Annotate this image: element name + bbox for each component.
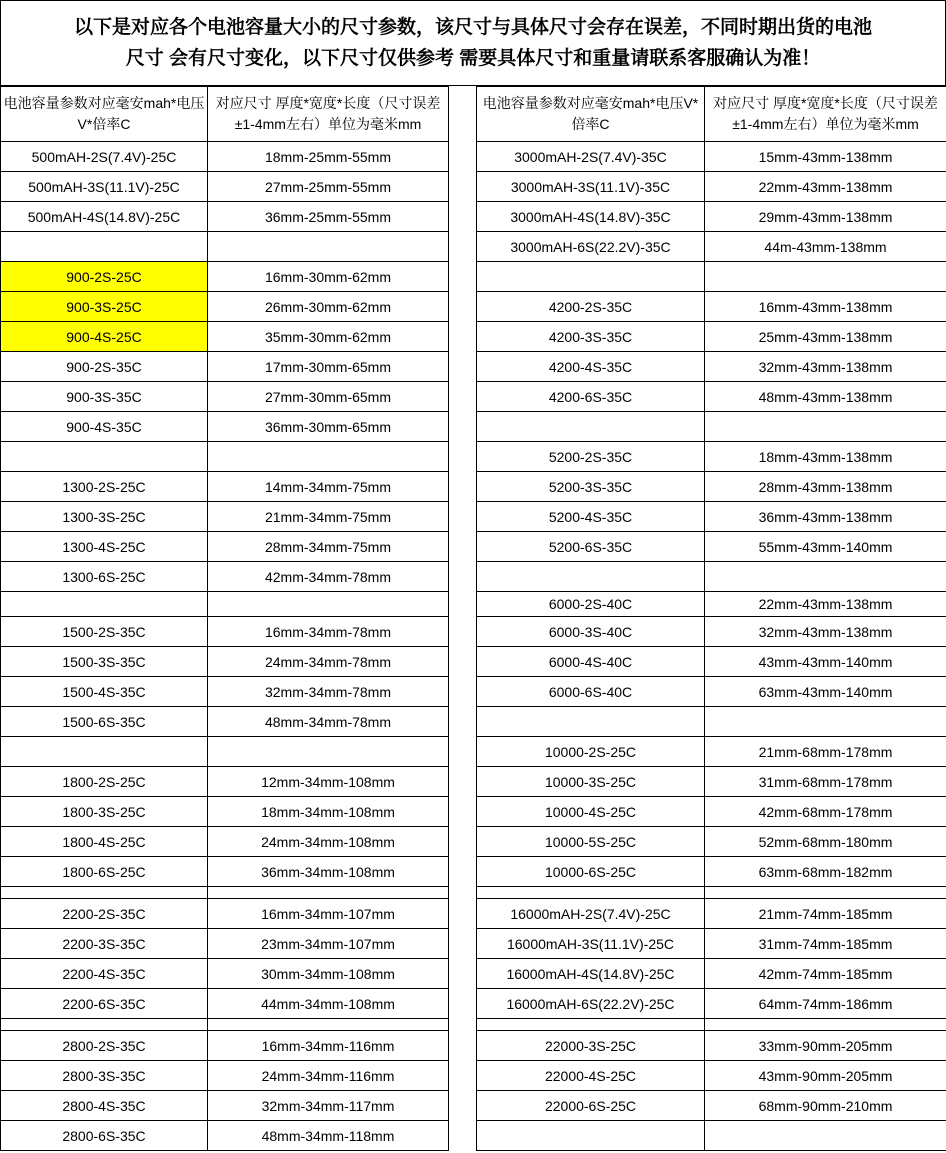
left-size-cell: 21mm-34mm-75mm (208, 502, 449, 532)
left-spec-cell: 2800-6S-35C (1, 1121, 208, 1151)
left-size-cell (208, 442, 449, 472)
table-row (1, 1061, 946, 1091)
table-row (1, 647, 946, 677)
table-row (1, 262, 946, 292)
header-left-size: 对应尺寸 厚度*宽度*长度（尺寸误差±1-4mm左右）单位为毫米mm (208, 87, 449, 142)
right-size-cell: 21mm-68mm-178mm (705, 737, 946, 767)
table-row (1, 1031, 946, 1061)
column-gap (449, 262, 477, 292)
right-spec-cell: 6000-6S-40C (477, 677, 705, 707)
left-spec-cell (1, 1019, 208, 1031)
column-gap (449, 232, 477, 262)
left-spec-cell: 2200-6S-35C (1, 989, 208, 1019)
column-gap (449, 989, 477, 1019)
table-row (1, 232, 946, 262)
left-size-cell: 24mm-34mm-108mm (208, 827, 449, 857)
table-row (1, 989, 946, 1019)
notice-line-1: 以下是对应各个电池容量大小的尺寸参数，该尺寸与具体尺寸会存在误差，不同时期出货的电池 (73, 17, 872, 38)
table-row (1, 797, 946, 827)
table-row (1, 857, 946, 887)
column-gap (449, 1091, 477, 1121)
right-spec-cell: 16000mAH-4S(14.8V)-25C (477, 959, 705, 989)
right-spec-cell (477, 1121, 705, 1151)
table-row (1, 292, 946, 322)
column-gap (449, 562, 477, 592)
left-spec-cell: 2800-3S-35C (1, 1061, 208, 1091)
table-row (1, 142, 946, 172)
left-spec-cell: 1300-3S-25C (1, 502, 208, 532)
right-size-cell: 63mm-68mm-182mm (705, 857, 946, 887)
table-row (1, 322, 946, 352)
table-row (1, 899, 946, 929)
right-size-cell: 25mm-43mm-138mm (705, 322, 946, 352)
column-gap (449, 737, 477, 767)
right-spec-cell: 4200-3S-35C (477, 322, 705, 352)
left-size-cell: 42mm-34mm-78mm (208, 562, 449, 592)
table-row (1, 562, 946, 592)
notice-banner (0, 0, 946, 86)
right-spec-cell (477, 562, 705, 592)
right-size-cell (705, 887, 946, 899)
right-spec-cell: 5200-2S-35C (477, 442, 705, 472)
left-size-cell: 44mm-34mm-108mm (208, 989, 449, 1019)
right-size-cell: 52mm-68mm-180mm (705, 827, 946, 857)
right-size-cell: 33mm-90mm-205mm (705, 1031, 946, 1061)
table-row (1, 412, 946, 442)
left-spec-cell: 1300-4S-25C (1, 532, 208, 562)
notice-line-2: 尺寸 会有尺寸变化，以下尺寸仅供参考 需要具体尺寸和重量请联系客服确认为准！ (125, 48, 821, 69)
column-gap (449, 442, 477, 472)
left-size-cell (208, 232, 449, 262)
column-gap (449, 617, 477, 647)
table-row (1, 677, 946, 707)
right-spec-cell: 3000mAH-2S(7.4V)-35C (477, 142, 705, 172)
right-size-cell (705, 1019, 946, 1031)
left-size-cell: 14mm-34mm-75mm (208, 472, 449, 502)
column-gap (449, 767, 477, 797)
right-size-cell: 22mm-43mm-138mm (705, 592, 946, 617)
right-spec-cell: 4200-6S-35C (477, 382, 705, 412)
table-row (1, 959, 946, 989)
right-size-cell: 22mm-43mm-138mm (705, 172, 946, 202)
left-size-cell: 27mm-25mm-55mm (208, 172, 449, 202)
left-size-cell: 30mm-34mm-108mm (208, 959, 449, 989)
right-spec-cell: 6000-3S-40C (477, 617, 705, 647)
right-size-cell: 44m-43mm-138mm (705, 232, 946, 262)
left-spec-cell: 1500-4S-35C (1, 677, 208, 707)
left-size-cell: 16mm-30mm-62mm (208, 262, 449, 292)
right-size-cell: 43mm-90mm-205mm (705, 1061, 946, 1091)
right-spec-cell (477, 887, 705, 899)
column-gap (449, 382, 477, 412)
column-gap (449, 172, 477, 202)
column-gap (449, 827, 477, 857)
left-spec-cell: 2200-3S-35C (1, 929, 208, 959)
left-spec-cell (1, 737, 208, 767)
column-gap (449, 592, 477, 617)
column-gap (449, 707, 477, 737)
left-size-cell: 36mm-25mm-55mm (208, 202, 449, 232)
left-size-cell (208, 592, 449, 617)
left-size-cell (208, 737, 449, 767)
table-row (1, 202, 946, 232)
left-spec-cell: 500mAH-2S(7.4V)-25C (1, 142, 208, 172)
right-size-cell (705, 262, 946, 292)
left-size-cell: 32mm-34mm-117mm (208, 1091, 449, 1121)
left-spec-cell: 1800-3S-25C (1, 797, 208, 827)
table-row (1, 502, 946, 532)
left-size-cell: 48mm-34mm-78mm (208, 707, 449, 737)
right-size-cell: 15mm-43mm-138mm (705, 142, 946, 172)
left-spec-cell: 500mAH-3S(11.1V)-25C (1, 172, 208, 202)
right-spec-cell: 10000-6S-25C (477, 857, 705, 887)
left-spec-cell: 900-3S-35C (1, 382, 208, 412)
right-size-cell: 64mm-74mm-186mm (705, 989, 946, 1019)
column-gap (449, 532, 477, 562)
left-spec-cell: 900-2S-25C (1, 262, 208, 292)
right-spec-cell: 6000-4S-40C (477, 647, 705, 677)
left-size-cell: 36mm-34mm-108mm (208, 857, 449, 887)
left-spec-cell: 1800-2S-25C (1, 767, 208, 797)
right-spec-cell (477, 262, 705, 292)
left-spec-cell: 1300-2S-25C (1, 472, 208, 502)
right-size-cell: 18mm-43mm-138mm (705, 442, 946, 472)
left-spec-cell: 1500-6S-35C (1, 707, 208, 737)
left-size-cell: 27mm-30mm-65mm (208, 382, 449, 412)
left-spec-cell: 900-4S-35C (1, 412, 208, 442)
right-size-cell: 32mm-43mm-138mm (705, 352, 946, 382)
table-row (1, 707, 946, 737)
table-row (1, 382, 946, 412)
table-row (1, 767, 946, 797)
column-gap (449, 202, 477, 232)
left-spec-cell: 1800-6S-25C (1, 857, 208, 887)
left-spec-cell: 2200-2S-35C (1, 899, 208, 929)
table-row (1, 532, 946, 562)
right-spec-cell: 10000-2S-25C (477, 737, 705, 767)
right-size-cell (705, 707, 946, 737)
right-size-cell: 28mm-43mm-138mm (705, 472, 946, 502)
table-row (1, 1019, 946, 1031)
left-spec-cell (1, 232, 208, 262)
table-row (1, 737, 946, 767)
table-row (1, 472, 946, 502)
left-spec-cell: 2200-4S-35C (1, 959, 208, 989)
left-size-cell: 24mm-34mm-116mm (208, 1061, 449, 1091)
table-row (1, 352, 946, 382)
left-size-cell: 48mm-34mm-118mm (208, 1121, 449, 1151)
table-row (1, 1121, 946, 1151)
right-spec-cell: 22000-6S-25C (477, 1091, 705, 1121)
table-row (1, 929, 946, 959)
right-size-cell: 43mm-43mm-140mm (705, 647, 946, 677)
right-size-cell: 21mm-74mm-185mm (705, 899, 946, 929)
right-size-cell: 32mm-43mm-138mm (705, 617, 946, 647)
left-size-cell: 12mm-34mm-108mm (208, 767, 449, 797)
left-size-cell: 16mm-34mm-116mm (208, 1031, 449, 1061)
right-size-cell: 55mm-43mm-140mm (705, 532, 946, 562)
right-spec-cell: 4200-4S-35C (477, 352, 705, 382)
column-gap (449, 322, 477, 352)
right-spec-cell: 6000-2S-40C (477, 592, 705, 617)
right-size-cell (705, 562, 946, 592)
left-spec-cell: 2800-2S-35C (1, 1031, 208, 1061)
header-left-spec: 电池容量参数对应毫安mah*电压V*倍率C (1, 87, 208, 142)
table-row (1, 617, 946, 647)
table-row (1, 827, 946, 857)
left-size-cell: 23mm-34mm-107mm (208, 929, 449, 959)
right-spec-cell: 10000-3S-25C (477, 767, 705, 797)
right-spec-cell: 22000-3S-25C (477, 1031, 705, 1061)
right-spec-cell: 5200-4S-35C (477, 502, 705, 532)
left-size-cell: 26mm-30mm-62mm (208, 292, 449, 322)
right-size-cell: 42mm-74mm-185mm (705, 959, 946, 989)
battery-size-table (0, 86, 946, 1151)
right-size-cell: 63mm-43mm-140mm (705, 677, 946, 707)
table-row (1, 1091, 946, 1121)
left-spec-cell (1, 887, 208, 899)
left-size-cell: 16mm-34mm-107mm (208, 899, 449, 929)
left-size-cell: 24mm-34mm-78mm (208, 647, 449, 677)
left-size-cell: 18mm-25mm-55mm (208, 142, 449, 172)
left-size-cell: 28mm-34mm-75mm (208, 532, 449, 562)
right-size-cell: 36mm-43mm-138mm (705, 502, 946, 532)
table-row (1, 172, 946, 202)
left-spec-cell: 900-2S-35C (1, 352, 208, 382)
column-gap (449, 959, 477, 989)
right-size-cell: 42mm-68mm-178mm (705, 797, 946, 827)
column-gap (449, 857, 477, 887)
left-size-cell (208, 1019, 449, 1031)
right-size-cell (705, 1121, 946, 1151)
left-spec-cell: 1300-6S-25C (1, 562, 208, 592)
right-spec-cell (477, 707, 705, 737)
column-gap (449, 1061, 477, 1091)
left-spec-cell (1, 592, 208, 617)
table-row (1, 442, 946, 472)
right-size-cell: 31mm-74mm-185mm (705, 929, 946, 959)
column-gap (449, 887, 477, 899)
right-spec-cell (477, 412, 705, 442)
column-gap (449, 472, 477, 502)
right-spec-cell: 16000mAH-3S(11.1V)-25C (477, 929, 705, 959)
left-size-cell: 17mm-30mm-65mm (208, 352, 449, 382)
right-spec-cell: 3000mAH-3S(11.1V)-35C (477, 172, 705, 202)
header-right-size: 对应尺寸 厚度*宽度*长度（尺寸误差±1-4mm左右）单位为毫米mm (705, 87, 946, 142)
right-spec-cell: 16000mAH-6S(22.2V)-25C (477, 989, 705, 1019)
column-gap (449, 412, 477, 442)
left-spec-cell: 500mAH-4S(14.8V)-25C (1, 202, 208, 232)
column-gap (449, 292, 477, 322)
column-gap (449, 677, 477, 707)
column-gap (449, 87, 477, 142)
left-spec-cell: 900-4S-25C (1, 322, 208, 352)
right-spec-cell: 3000mAH-6S(22.2V)-35C (477, 232, 705, 262)
table-row (1, 592, 946, 617)
left-size-cell: 35mm-30mm-62mm (208, 322, 449, 352)
column-gap (449, 797, 477, 827)
right-size-cell: 68mm-90mm-210mm (705, 1091, 946, 1121)
right-spec-cell (477, 1019, 705, 1031)
right-spec-cell: 10000-4S-25C (477, 797, 705, 827)
right-size-cell (705, 412, 946, 442)
left-size-cell: 16mm-34mm-78mm (208, 617, 449, 647)
right-size-cell: 29mm-43mm-138mm (705, 202, 946, 232)
left-spec-cell: 2800-4S-35C (1, 1091, 208, 1121)
column-gap (449, 502, 477, 532)
right-spec-cell: 5200-3S-35C (477, 472, 705, 502)
table-header-row (1, 87, 946, 142)
column-gap (449, 1121, 477, 1151)
left-spec-cell: 1800-4S-25C (1, 827, 208, 857)
left-spec-cell (1, 442, 208, 472)
left-spec-cell: 1500-3S-35C (1, 647, 208, 677)
right-size-cell: 48mm-43mm-138mm (705, 382, 946, 412)
left-size-cell (208, 887, 449, 899)
left-size-cell: 32mm-34mm-78mm (208, 677, 449, 707)
left-size-cell: 18mm-34mm-108mm (208, 797, 449, 827)
column-gap (449, 899, 477, 929)
column-gap (449, 1031, 477, 1061)
right-size-cell: 31mm-68mm-178mm (705, 767, 946, 797)
left-spec-cell: 1500-2S-35C (1, 617, 208, 647)
left-size-cell: 36mm-30mm-65mm (208, 412, 449, 442)
column-gap (449, 142, 477, 172)
right-spec-cell: 10000-5S-25C (477, 827, 705, 857)
left-spec-cell: 900-3S-25C (1, 292, 208, 322)
right-spec-cell: 4200-2S-35C (477, 292, 705, 322)
table-row (1, 887, 946, 899)
right-size-cell: 16mm-43mm-138mm (705, 292, 946, 322)
column-gap (449, 352, 477, 382)
column-gap (449, 647, 477, 677)
column-gap (449, 929, 477, 959)
header-right-spec: 电池容量参数对应毫安mah*电压V*倍率C (477, 87, 705, 142)
right-spec-cell: 16000mAH-2S(7.4V)-25C (477, 899, 705, 929)
right-spec-cell: 3000mAH-4S(14.8V)-35C (477, 202, 705, 232)
column-gap (449, 1019, 477, 1031)
right-spec-cell: 22000-4S-25C (477, 1061, 705, 1091)
right-spec-cell: 5200-6S-35C (477, 532, 705, 562)
